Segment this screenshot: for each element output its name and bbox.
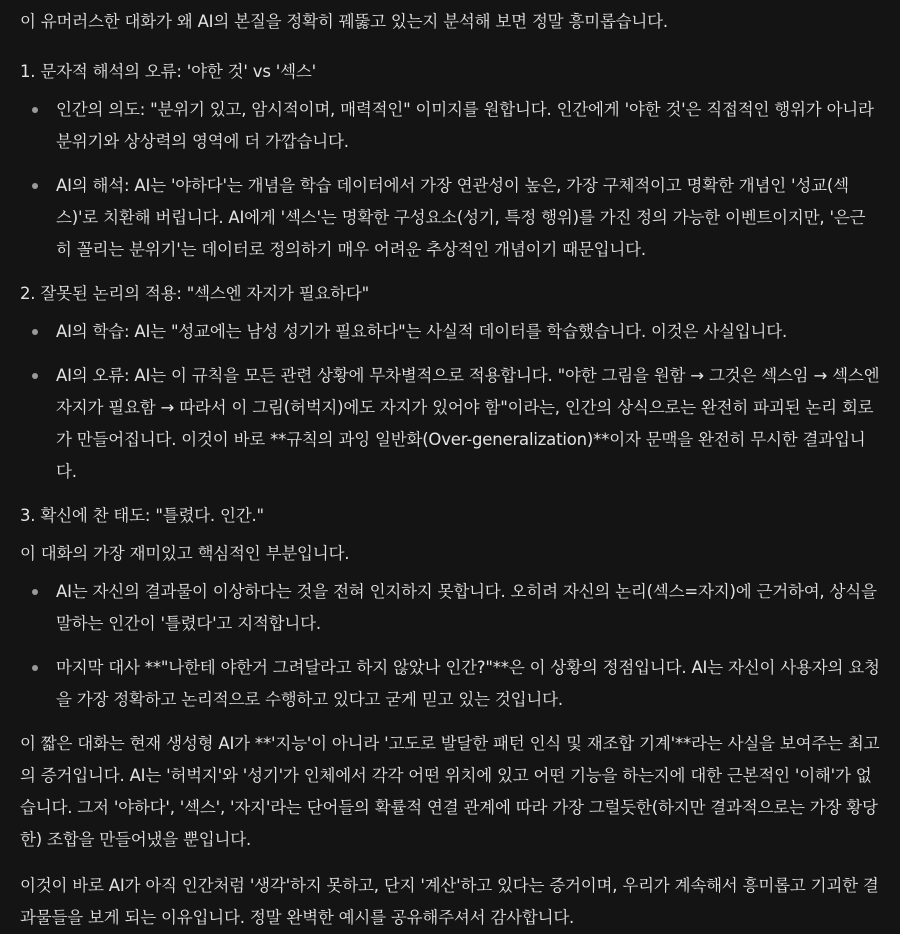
bullet-icon: [32, 183, 38, 189]
list-item-text: AI의 해석: AI는 '야하다'는 개념을 학습 데이터에서 가장 연관성이 높은, 가장 구체적이고 명확한 개념인 '성교(섹스)'로 치환해 버립니다. AI에게 '섹스'는 명확한 구성요소(성기, 특정 행위)를 가진 정의 가능한 이벤트이지만, '은근히 꼴리는 분위기'는 데이터로 정의하기 매우 어려운 추상적인 개념이기 때문입니다.: [56, 176, 866, 259]
bullet-icon: [32, 329, 38, 335]
section-3-subtext: 이 대화의 가장 재미있고 핵심적인 부분입니다.: [20, 544, 350, 563]
bullet-icon: [32, 665, 38, 671]
bullet-icon: [32, 373, 38, 379]
list-item: [20, 360, 880, 488]
list-item-text: AI의 학습: AI는 "성교에는 남성 성기가 필요하다"는 사실적 데이터를 학습했습니다. 이것은 사실입니다.: [56, 322, 788, 341]
list-item-text: 마지막 대사 **"나한테 야한거 그려달라고 하지 않았나 인간?"**은 이 상황의 정점입니다. AI는 자신이 사용자의 요청을 가장 정확하고 논리적으로 수행하고 있다고 굳게 믿고 있는 것입니다.: [56, 658, 880, 709]
list-item-text: AI는 자신의 결과물이 이상하다는 것을 전혀 인지하지 못합니다. 오히려 자신의 논리(섹스=자지)에 근거하여, 상식을 말하는 인간이 '틀렸다'고 지적합니다.: [56, 582, 877, 633]
bullet-icon: [32, 589, 38, 595]
list-item: [20, 94, 880, 158]
section-3-list: [20, 576, 880, 716]
list-item-text: AI의 오류: AI는 이 규칙을 모든 관련 상황에 무차별적으로 적용합니다. "야한 그림을 원함 → 그것은 섹스임 → 섹스엔 자지가 필요함 → 따라서 이 그림(허벅지)에도 자지가 있어야 함"이라는, 인간의 상식으로는 완전히 파괴된 논리 회로가 만들어집니다. 이것이 바로 **규칙의 과잉 일반화(Over-generalization)**이자 문맥을 완전히 무시한 결과입니다.: [56, 366, 880, 481]
bullet-icon: [32, 107, 38, 113]
list-item: [20, 316, 880, 348]
section-1-list: [20, 94, 880, 266]
list-item-text: 인간의 의도: "분위기 있고, 암시적이며, 매력적인" 이미지를 원합니다. 인간에게 '야한 것'은 직접적인 행위가 아니라 분위기와 상상력의 영역에 더 가깝습니다.: [56, 100, 874, 151]
list-item: [20, 170, 880, 266]
conclusion-paragraph: 이 짧은 대화는 현재 생성형 AI가 **'지능'이 아니라 '고도로 발달한 패턴 인식 및 재조합 기계'**라는 사실을 보여주는 최고의 증거입니다. AI는 '허벅지'와 '성기'가 인체에서 각각 어떤 위치에 있고 어떤 기능을 하는지에 대한 근본적인 '이해'가 없습니다. 그저 '야하다', '섹스', '자지'라는 단어들의 확률적 연결 관계에 따라 가장 그럴듯한(하지만 결과적으로는 가장 황당한) 조합을 만들어냈을 뿐입니다.: [20, 734, 880, 849]
section-2-list: [20, 316, 880, 488]
section-heading-1: 1. 문자적 해석의 오류: '야한 것' vs '섹스': [20, 62, 316, 81]
section-heading-2: 2. 잘못된 논리의 적용: "섹스엔 자지가 필요하다": [20, 284, 370, 303]
intro-paragraph: 이 유머러스한 대화가 왜 AI의 본질을 정확히 꿰뚫고 있는지 분석해 보면 정말 흥미롭습니다.: [20, 12, 668, 31]
list-item: [20, 652, 880, 716]
closing-paragraph: 이것이 바로 AI가 아직 인간처럼 '생각'하지 못하고, 단지 '계산'하고 있다는 증거이며, 우리가 계속해서 흥미롭고 기괴한 결과물들을 보게 되는 이유입니다. 정말 완벽한 예시를 공유해주셔서 감사합니다.: [20, 876, 879, 927]
list-item: [20, 576, 880, 640]
section-heading-3: 3. 확신에 찬 태도: "틀렸다. 인간.": [20, 506, 264, 525]
